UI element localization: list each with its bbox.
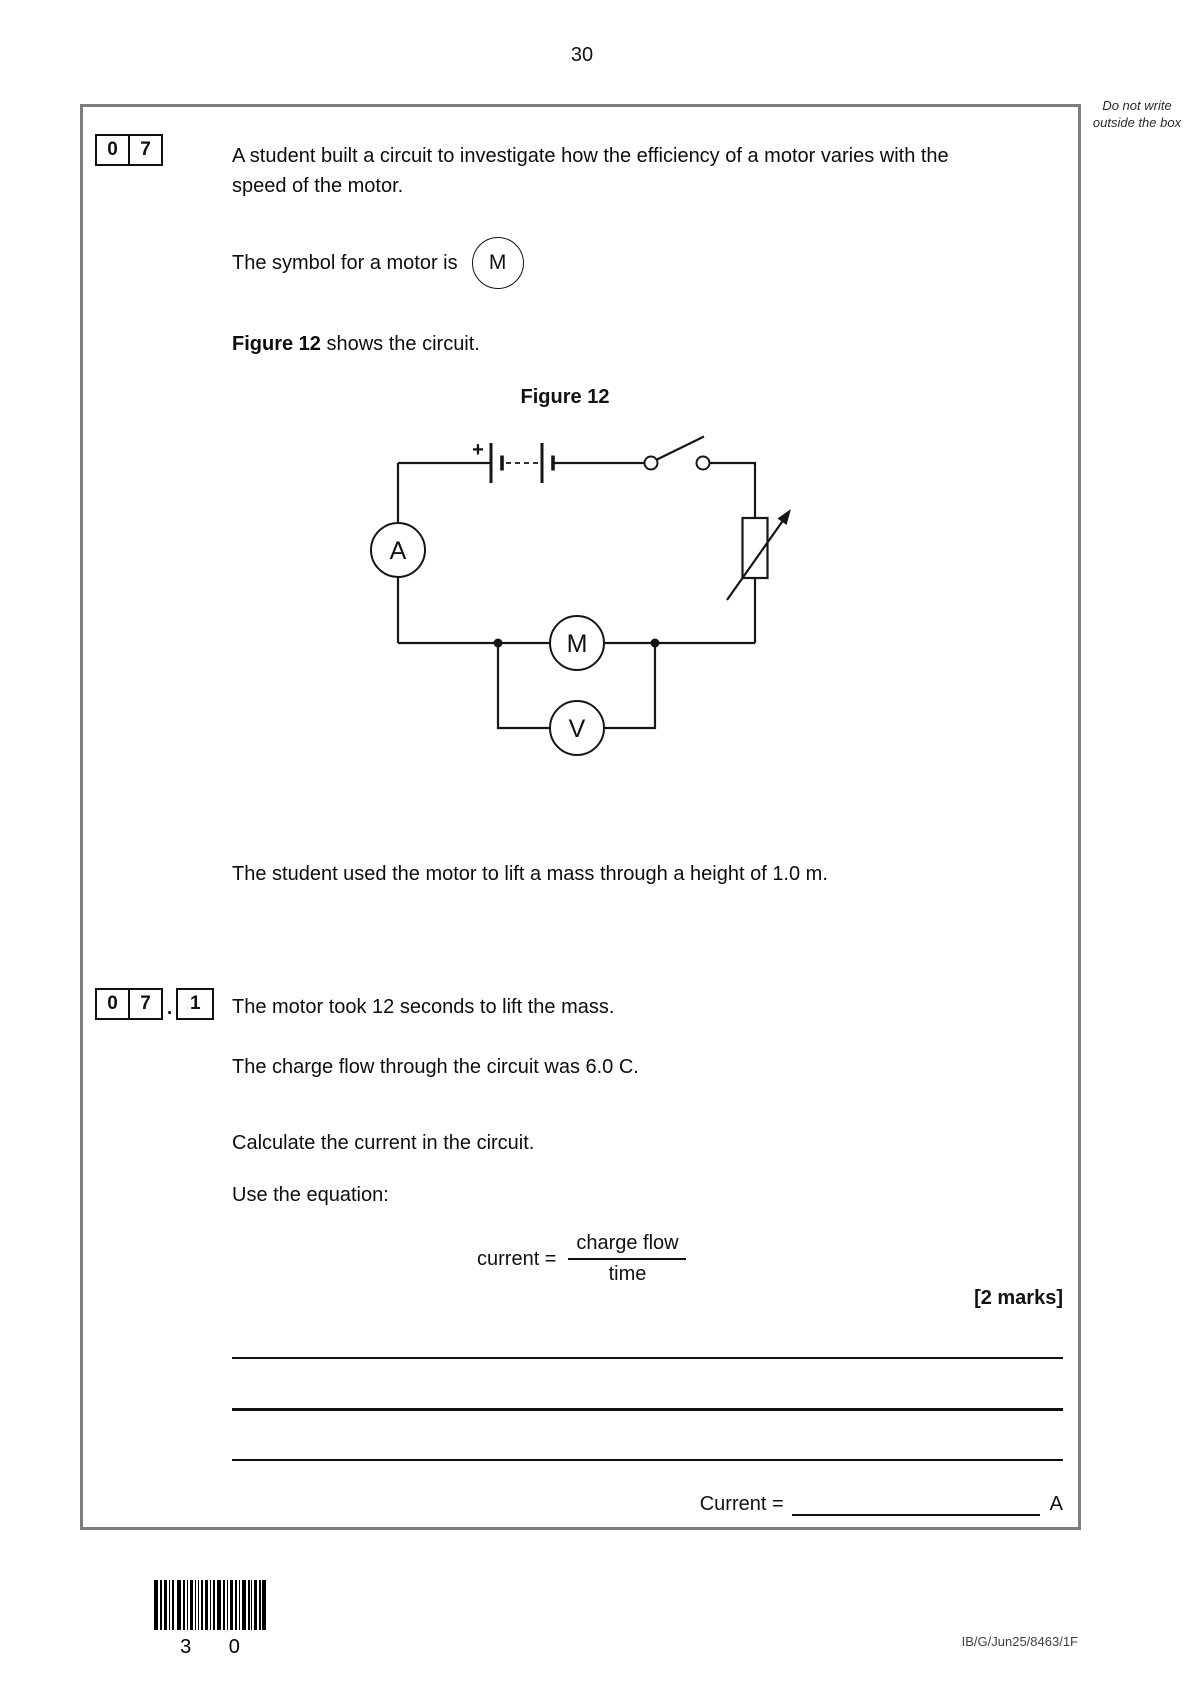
question-7-1-number-box — [95, 988, 214, 1020]
motor-letter: M — [566, 630, 588, 658]
question-digit: 0 — [107, 993, 118, 1014]
barcode — [154, 1580, 266, 1659]
paper-reference-code: IB/G/Jun25/8463/1F — [961, 1634, 1078, 1649]
intro-line-2: speed of the motor. — [232, 175, 404, 197]
voltmeter-letter: V — [568, 715, 586, 743]
answer-unit: A — [1049, 1493, 1063, 1515]
circuit-svg — [330, 410, 800, 760]
answer-line[interactable] — [232, 1459, 1063, 1461]
barcode-bars — [154, 1580, 266, 1630]
answer-line[interactable] — [232, 1408, 1063, 1411]
answer-line[interactable] — [232, 1357, 1063, 1359]
q71-instruction: Use the equation: — [232, 1184, 389, 1206]
question-7-number-box — [95, 134, 163, 166]
figure-ref-bold: Figure 12 — [232, 333, 321, 355]
question-digit: 7 — [128, 990, 161, 1018]
motor-symbol-letter: M — [488, 251, 507, 274]
question-border-box — [80, 104, 1081, 1530]
junction-dot — [651, 639, 660, 648]
equation-fraction — [568, 1232, 686, 1286]
equation-denominator: time — [608, 1263, 647, 1286]
answer-blank[interactable] — [792, 1514, 1040, 1517]
fraction-bar — [568, 1258, 686, 1260]
wire — [604, 643, 655, 728]
do-not-write-note: Do not write outside the box — [1092, 98, 1182, 130]
page-number: 30 — [570, 44, 594, 66]
equation-lhs: current = — [477, 1247, 557, 1270]
figure-ref-rest: shows the circuit. — [320, 333, 480, 355]
motor-symbol-text: The symbol for a motor is — [232, 252, 458, 274]
answer-row — [700, 1491, 1063, 1517]
question-digit: 7 — [128, 136, 161, 164]
question-number-dot: . — [167, 998, 173, 1019]
battery-symbol — [491, 443, 553, 483]
equation — [477, 1232, 686, 1286]
question-subdigit: 1 — [176, 988, 214, 1020]
equation-numerator: charge flow — [576, 1232, 679, 1254]
wire — [498, 643, 550, 728]
q71-task: Calculate the current in the circuit. — [232, 1132, 535, 1154]
question-number-cells — [95, 134, 163, 166]
figure-title: Figure 12 — [520, 386, 610, 408]
junction-dot — [494, 639, 503, 648]
motor-symbol-icon — [472, 237, 524, 289]
marks-badge: [2 marks] — [974, 1287, 1063, 1309]
q71-statement-1: The motor took 12 seconds to lift the mass. — [232, 996, 615, 1018]
barcode-digits: 3 0 — [180, 1636, 256, 1658]
intro-line-1: A student built a circuit to investigate how the efficiency of a motor varies with the — [232, 145, 949, 167]
question-intro-text — [232, 141, 1032, 201]
switch-symbol — [645, 437, 710, 470]
figure-reference — [232, 329, 480, 359]
q71-statement-2: The charge flow through the circuit was 6.0 C. — [232, 1056, 639, 1078]
answer-label: Current = — [699, 1493, 784, 1515]
battery-plus-label: + — [472, 439, 484, 461]
question-number-cells — [95, 988, 163, 1020]
wire — [710, 463, 756, 518]
mass-text: The student used the motor to lift a mass through a height of 1.0 m. — [232, 863, 828, 885]
variable-resistor-symbol — [727, 509, 791, 600]
circuit-diagram — [330, 410, 800, 760]
ammeter-letter: A — [389, 537, 407, 565]
motor-symbol-row — [232, 237, 524, 289]
question-digit: 0 — [107, 139, 118, 160]
